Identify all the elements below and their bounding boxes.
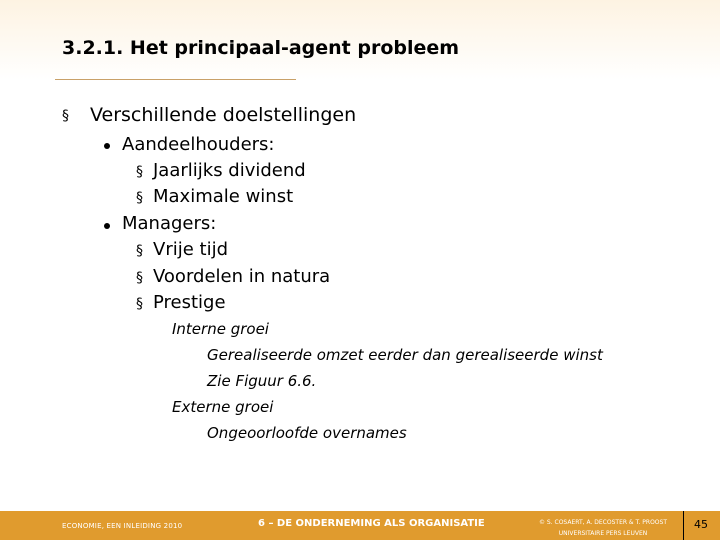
bullet-marker: § (136, 164, 143, 180)
list-item: Voordelen in natura (153, 266, 331, 287)
group-label-managers: Managers: (122, 213, 217, 234)
list-item: Prestige (153, 292, 226, 313)
bullet-marker: § (62, 108, 69, 124)
list-item: Maximale winst (153, 186, 294, 207)
footer-divider (683, 511, 684, 540)
note-figure-ref: Zie Figuur 6.6. (207, 372, 317, 390)
main-point: Verschillende doelstellingen (90, 104, 357, 126)
bullet-marker: § (136, 190, 143, 206)
bullet-dot (104, 143, 110, 149)
title-underline (55, 79, 296, 80)
footer-book-title: ECONOMIE, EEN INLEIDING 2010 (62, 522, 183, 530)
note-external-growth: Externe groei (172, 398, 274, 416)
list-item: Jaarlijks dividend (153, 160, 306, 181)
bullet-marker: § (136, 243, 143, 259)
slide-title: 3.2.1. Het principaal-agent probleem (62, 37, 460, 59)
bullet-marker: § (136, 270, 143, 286)
note-external-detail: Ongeoorloofde overnames (207, 424, 407, 442)
group-label-shareholders: Aandeelhouders: (122, 134, 275, 155)
page-number: 45 (694, 518, 708, 531)
bullet-marker: § (136, 296, 143, 312)
note-internal-detail: Gerealiseerde omzet eerder dan gerealiseerde winst (207, 346, 603, 364)
bullet-dot (104, 223, 110, 229)
list-item: Vrije tijd (153, 239, 228, 260)
footer-authors: © S. COSAERT, A. DECOSTER & T. PROOST (538, 519, 667, 526)
footer-copyright (528, 517, 678, 539)
footer-chapter: 6 – DE ONDERNEMING ALS ORGANISATIE (258, 518, 485, 529)
footer-publisher: UNIVERSITAIRE PERS LEUVEN (558, 530, 648, 537)
note-internal-growth: Interne groei (172, 320, 269, 338)
